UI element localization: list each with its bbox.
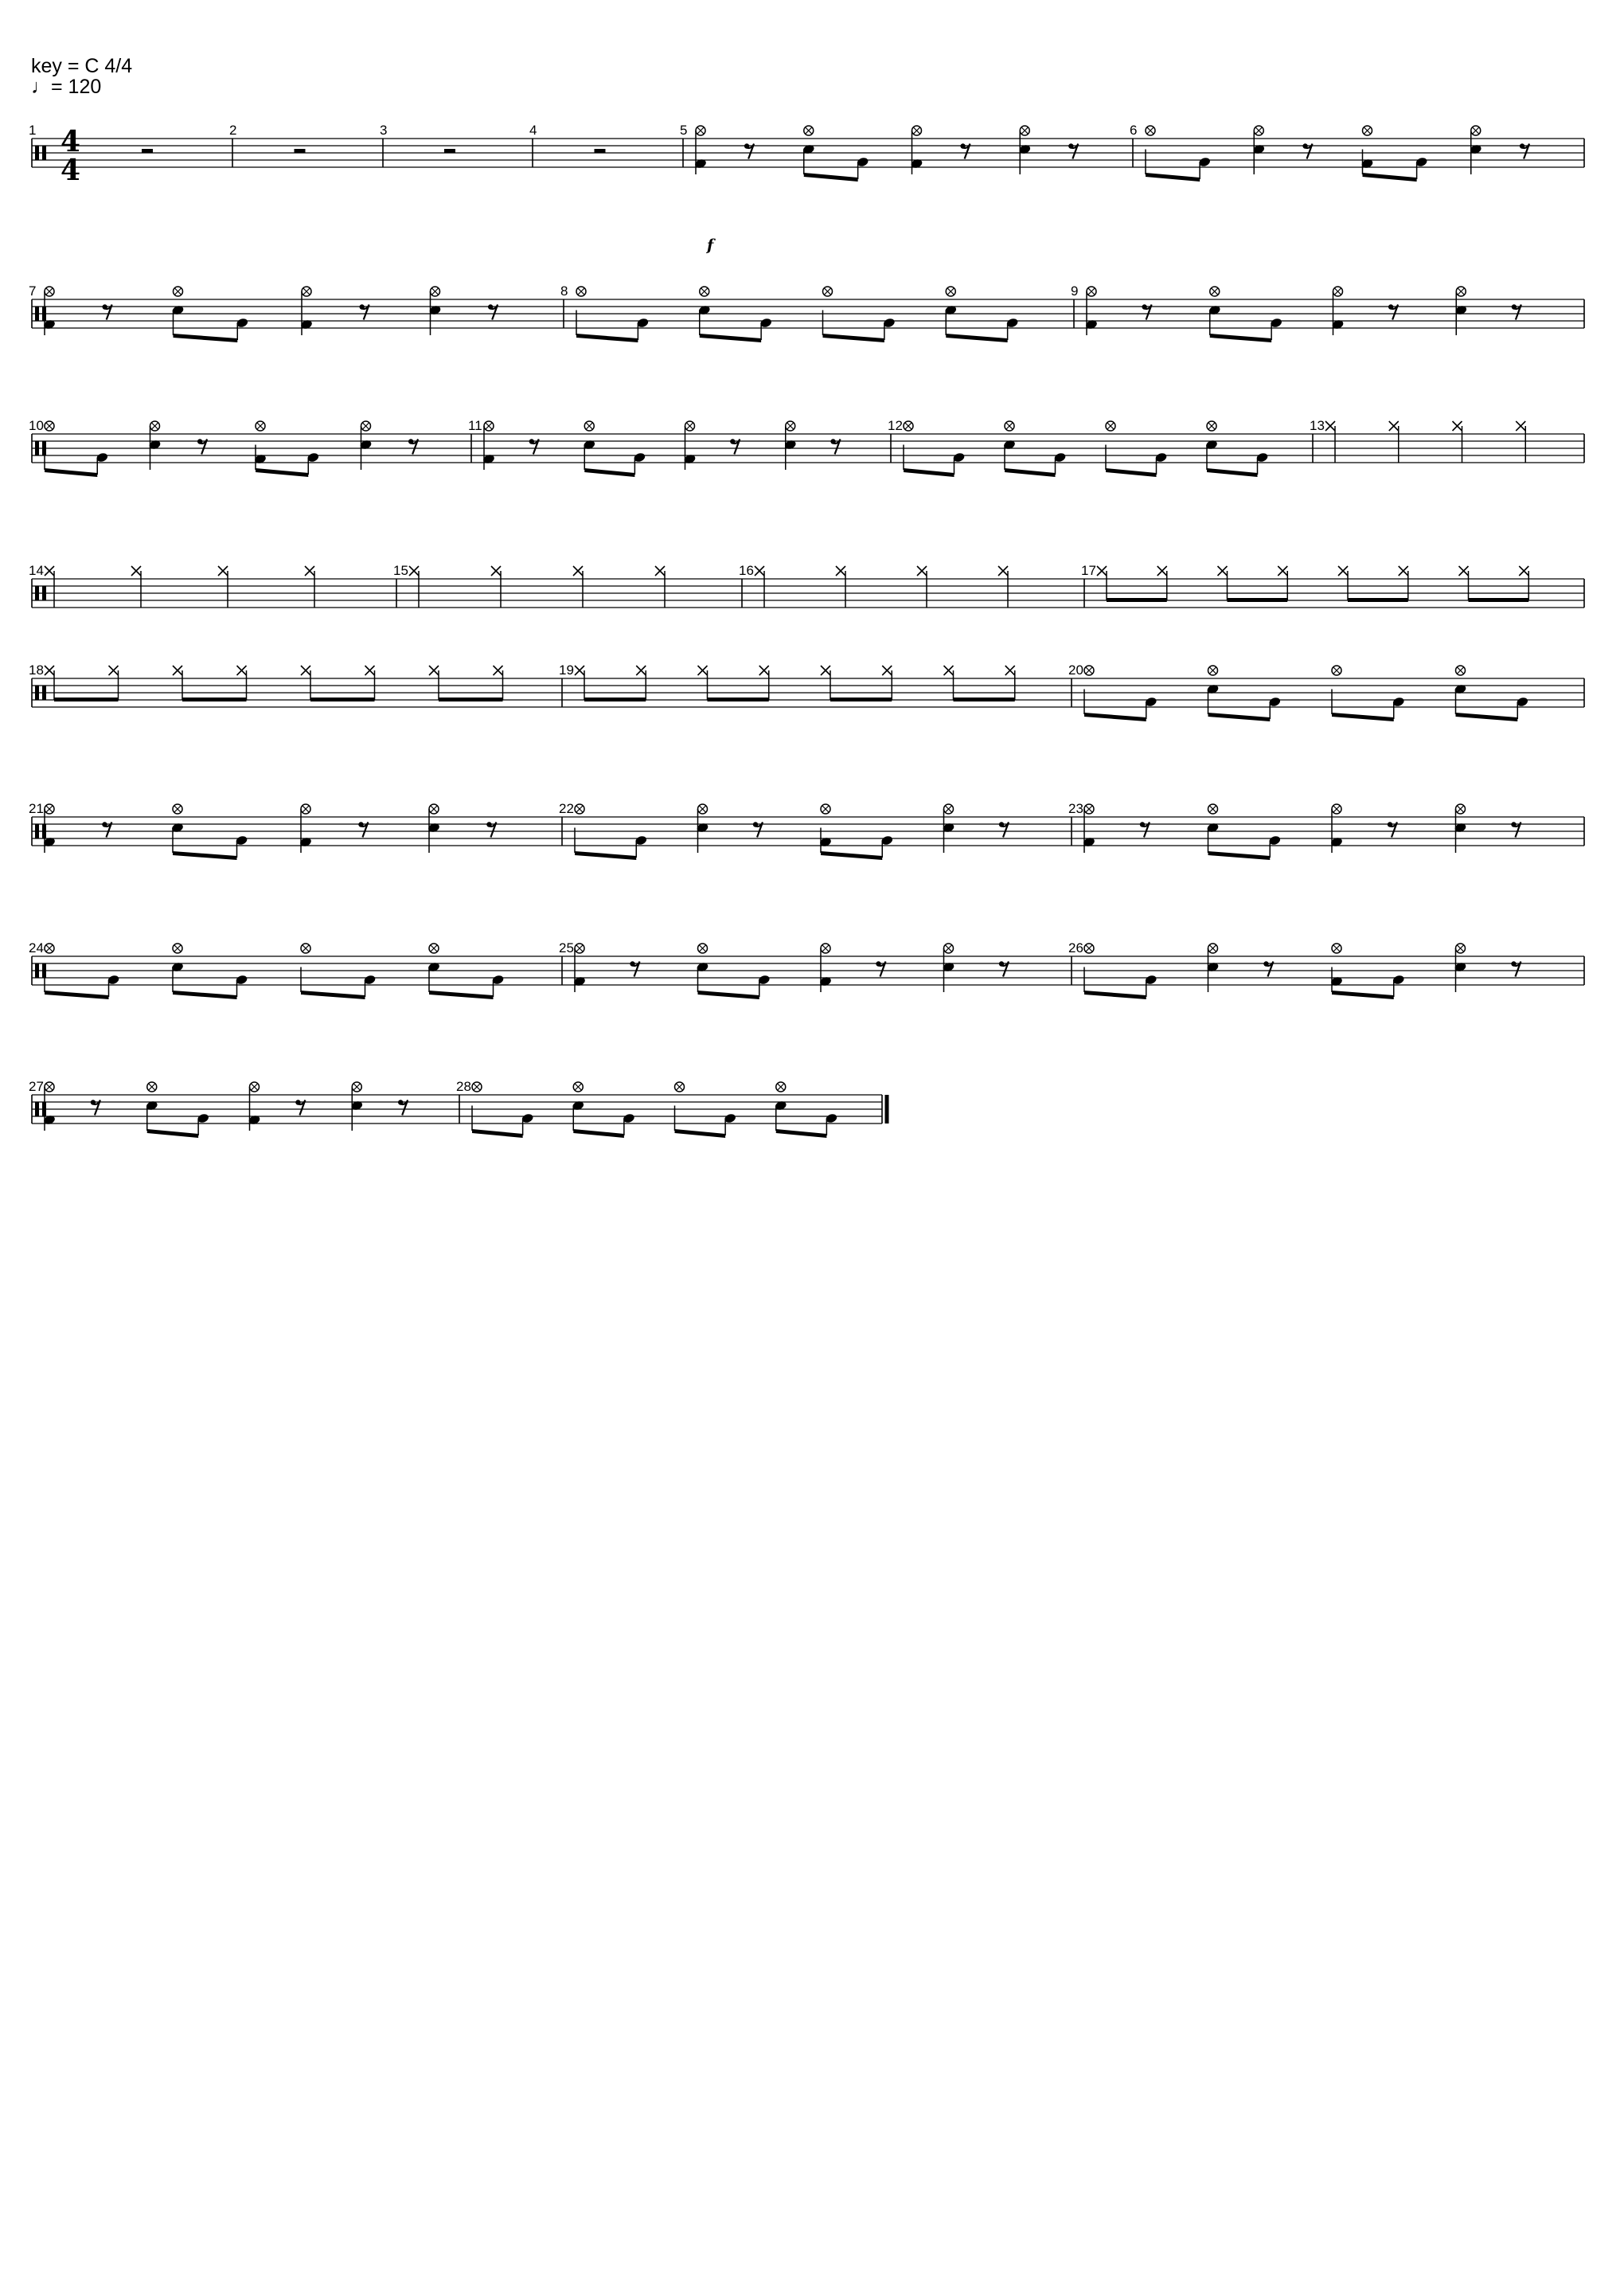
beam — [45, 468, 97, 477]
beam — [573, 1129, 624, 1138]
beam — [821, 851, 882, 860]
measure-number: 22 — [559, 801, 574, 816]
staff-system — [29, 418, 1584, 477]
beam — [708, 698, 769, 701]
percussion-clef — [35, 586, 39, 600]
measure-number: 26 — [1068, 940, 1083, 955]
beam — [1106, 468, 1157, 477]
beam — [174, 334, 238, 342]
measure-number: 10 — [29, 418, 44, 433]
staff-system — [29, 563, 1584, 608]
eighth-rest — [359, 304, 369, 319]
measure-number: 16 — [739, 563, 754, 578]
staff-system — [29, 662, 1584, 721]
beam — [1005, 468, 1056, 477]
beam — [946, 334, 1007, 342]
beam — [576, 334, 638, 342]
beam — [1332, 713, 1394, 721]
measure-number: 4 — [529, 123, 537, 138]
measure-number: 28 — [456, 1079, 471, 1094]
eighth-rest — [876, 961, 885, 976]
beam — [575, 851, 636, 860]
percussion-clef — [35, 307, 39, 321]
eighth-rest — [730, 439, 740, 454]
measure-number: 23 — [1068, 801, 1083, 816]
beam — [1084, 713, 1146, 721]
beam — [310, 698, 375, 701]
measure-number: 2 — [229, 123, 237, 138]
staff-system — [29, 123, 1584, 254]
beam — [698, 991, 759, 999]
eighth-rest — [999, 822, 1009, 837]
eighth-rest — [358, 822, 368, 837]
eighth-rest — [960, 143, 970, 158]
eighth-rest — [529, 439, 539, 454]
dynamic-marking: f — [707, 236, 714, 254]
beam — [182, 698, 247, 701]
beam — [675, 1129, 726, 1138]
beam — [1469, 598, 1529, 602]
measure-number: 13 — [1310, 418, 1325, 433]
beam — [439, 698, 503, 701]
beam — [830, 698, 892, 701]
beam — [1332, 991, 1394, 999]
beam — [904, 468, 954, 477]
eighth-rest — [630, 961, 639, 976]
percussion-clef — [42, 686, 46, 700]
eighth-rest — [1140, 822, 1150, 837]
time-signature-denominator: 4 — [61, 154, 81, 187]
measure-number: 1 — [29, 123, 37, 138]
percussion-clef — [35, 441, 39, 455]
beam — [1228, 598, 1288, 602]
beam — [301, 991, 365, 999]
beam — [1456, 713, 1518, 721]
beam — [1207, 468, 1258, 477]
staff-system — [29, 1079, 887, 1138]
beam — [256, 468, 308, 477]
beam — [173, 851, 237, 860]
beam — [776, 1129, 827, 1138]
eighth-rest — [753, 822, 763, 837]
eighth-rest — [486, 822, 496, 837]
measure-number: 19 — [559, 662, 574, 678]
measure-number: 12 — [888, 418, 903, 433]
eighth-rest — [1512, 304, 1521, 319]
measure-number: 24 — [29, 940, 44, 955]
beam — [173, 991, 237, 999]
beam — [1210, 334, 1271, 342]
half-rest — [595, 149, 606, 153]
percussion-clef — [35, 146, 39, 160]
percussion-clef — [42, 586, 46, 600]
eighth-rest — [744, 143, 754, 158]
beam — [954, 698, 1015, 701]
measure-number: 21 — [29, 801, 44, 816]
measure-number: 11 — [468, 418, 482, 433]
beam — [584, 698, 646, 701]
measure-number: 14 — [29, 563, 44, 578]
eighth-rest — [91, 1100, 100, 1115]
eighth-rest — [1520, 143, 1529, 158]
eighth-rest — [1068, 143, 1078, 158]
percussion-clef — [35, 963, 39, 978]
beam — [1363, 173, 1417, 182]
beam — [1146, 173, 1200, 182]
eighth-rest — [408, 439, 418, 454]
beam — [584, 468, 634, 477]
half-rest — [142, 149, 153, 153]
measure-number: 20 — [1068, 662, 1083, 678]
measure-number: 18 — [29, 662, 44, 678]
percussion-clef — [35, 1102, 39, 1116]
percussion-clef — [35, 686, 39, 700]
eighth-rest — [1511, 822, 1521, 837]
measure-number: 9 — [1071, 283, 1079, 299]
beam — [1107, 598, 1167, 602]
measure-number: 8 — [560, 283, 568, 299]
measure-number: 15 — [393, 563, 408, 578]
eighth-rest — [1142, 304, 1151, 319]
staff-system — [29, 283, 1584, 342]
staff-system — [29, 940, 1584, 999]
beam — [45, 991, 109, 999]
beam — [429, 991, 494, 999]
beam — [147, 1129, 198, 1138]
eighth-rest — [1388, 304, 1398, 319]
percussion-clef — [35, 824, 39, 838]
eighth-rest — [102, 822, 111, 837]
eighth-rest — [1511, 961, 1521, 976]
eighth-rest — [830, 439, 840, 454]
beam — [54, 698, 119, 701]
eighth-rest — [1263, 961, 1273, 976]
eighth-rest — [295, 1100, 305, 1115]
eighth-rest — [999, 961, 1009, 976]
percussion-clef — [42, 146, 46, 160]
eighth-rest — [102, 304, 111, 319]
beam — [804, 173, 858, 182]
beam — [1084, 991, 1146, 999]
measure-number: 27 — [29, 1079, 44, 1094]
eighth-rest — [398, 1100, 408, 1115]
measure-number: 25 — [559, 940, 574, 955]
time-signature-numerator: 4 — [61, 125, 81, 158]
half-rest — [444, 149, 455, 153]
beam — [1348, 598, 1408, 602]
staff-system — [29, 801, 1584, 860]
beam — [823, 334, 884, 342]
half-rest — [295, 149, 306, 153]
beam — [472, 1129, 523, 1138]
eighth-rest — [197, 439, 207, 454]
measure-number: 3 — [380, 123, 388, 138]
measure-number: 7 — [29, 283, 37, 299]
tempo-marking: ♩= 120 — [31, 76, 102, 98]
measure-number: 5 — [680, 123, 688, 138]
beam — [700, 334, 761, 342]
beam — [1208, 713, 1271, 721]
key-signature-label: key = C 4/4 — [31, 55, 133, 77]
measure-number: 17 — [1081, 563, 1096, 578]
measure-number: 6 — [1130, 123, 1138, 138]
eighth-rest — [1302, 143, 1312, 158]
eighth-rest — [488, 304, 498, 319]
eighth-rest — [1388, 822, 1397, 837]
beam — [1208, 851, 1271, 860]
